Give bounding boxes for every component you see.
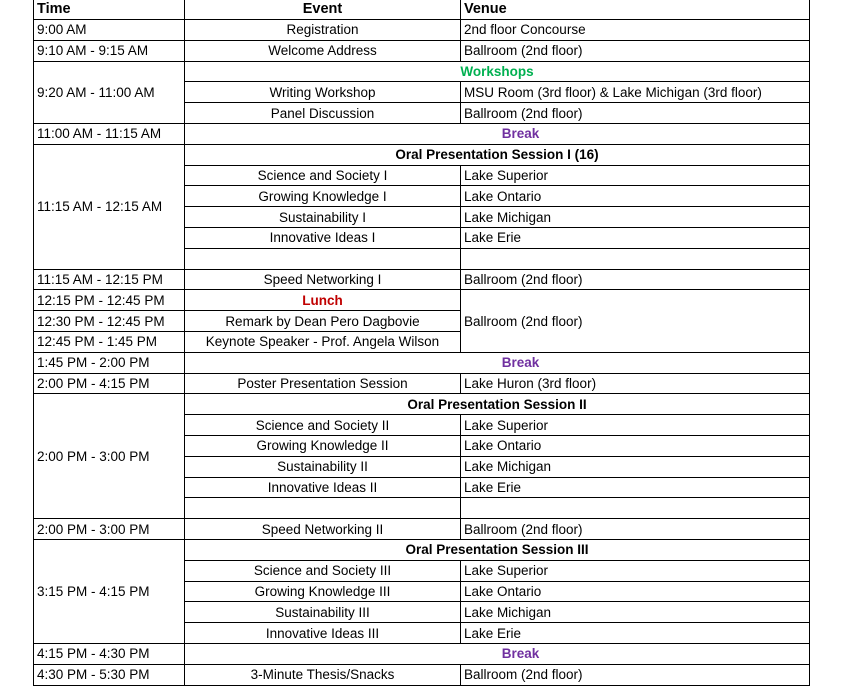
event-cell: Growing Knowledge I bbox=[185, 186, 461, 207]
event-cell: 3-Minute Thesis/Snacks bbox=[185, 664, 461, 685]
break-label: Break bbox=[501, 355, 540, 371]
time-cell: 3:15 PM - 4:15 PM bbox=[34, 539, 185, 643]
venue-cell: Lake Ontario bbox=[461, 435, 810, 456]
venue-cell: Ballroom (2nd floor) bbox=[461, 40, 810, 61]
event-cell: Panel Discussion bbox=[185, 103, 461, 124]
event-cell: Sustainability II bbox=[185, 456, 461, 477]
venue-cell: Lake Erie bbox=[461, 227, 810, 248]
venue-cell: Ballroom (2nd floor) bbox=[461, 290, 810, 352]
table-row bbox=[34, 519, 810, 540]
section-heading-oral-2: Oral Presentation Session II bbox=[185, 394, 810, 415]
event-cell: Science and Society III bbox=[185, 560, 461, 581]
table-row bbox=[34, 539, 810, 560]
table-row bbox=[34, 144, 810, 165]
event-cell: Poster Presentation Session bbox=[185, 373, 461, 394]
empty-cell bbox=[461, 498, 810, 519]
venue-cell: Ballroom (2nd floor) bbox=[461, 664, 810, 685]
header-row bbox=[34, 0, 810, 20]
venue-cell: Ballroom (2nd floor) bbox=[461, 519, 810, 540]
event-cell: Innovative Ideas III bbox=[185, 623, 461, 644]
lunch-label: Lunch bbox=[302, 292, 343, 308]
event-cell: Growing Knowledge III bbox=[185, 581, 461, 602]
event-cell: Innovative Ideas I bbox=[185, 227, 461, 248]
workshops-label: Workshops bbox=[460, 63, 534, 79]
event-cell: Remark by Dean Pero Dagbovie bbox=[185, 311, 461, 332]
venue-cell: Lake Michigan bbox=[461, 207, 810, 228]
table-row bbox=[34, 40, 810, 61]
event-cell bbox=[185, 290, 461, 311]
time-cell: 11:15 AM - 12:15 AM bbox=[34, 144, 185, 269]
table-row bbox=[34, 394, 810, 415]
table-row bbox=[34, 643, 810, 664]
header-time: Time bbox=[34, 0, 185, 20]
break-label: Break bbox=[501, 646, 540, 662]
time-cell: 2:00 PM - 3:00 PM bbox=[34, 394, 185, 519]
time-cell: 4:15 PM - 4:30 PM bbox=[34, 643, 185, 664]
break-cell bbox=[185, 123, 810, 144]
table-row bbox=[34, 20, 810, 41]
header-venue: Venue bbox=[461, 0, 810, 20]
time-cell: 12:45 PM - 1:45 PM bbox=[34, 331, 185, 352]
empty-cell bbox=[461, 248, 810, 269]
venue-cell: 2nd floor Concourse bbox=[461, 20, 810, 41]
event-cell: Speed Networking II bbox=[185, 519, 461, 540]
break-cell bbox=[185, 643, 810, 664]
venue-cell: Lake Superior bbox=[461, 165, 810, 186]
table-row bbox=[34, 664, 810, 685]
event-cell: Science and Society I bbox=[185, 165, 461, 186]
event-cell: Science and Society II bbox=[185, 415, 461, 436]
break-cell bbox=[185, 352, 810, 373]
table-row bbox=[34, 269, 810, 290]
venue-cell: Lake Ontario bbox=[461, 581, 810, 602]
venue-cell: Lake Erie bbox=[461, 477, 810, 498]
time-cell: 11:00 AM - 11:15 AM bbox=[34, 123, 185, 144]
venue-cell: Lake Huron (3rd floor) bbox=[461, 373, 810, 394]
event-cell: Innovative Ideas II bbox=[185, 477, 461, 498]
venue-cell: MSU Room (3rd floor) & Lake Michigan (3rd floor) bbox=[461, 82, 810, 103]
time-cell: 2:00 PM - 3:00 PM bbox=[34, 519, 185, 540]
time-cell: 1:45 PM - 2:00 PM bbox=[34, 352, 185, 373]
venue-cell: Lake Superior bbox=[461, 415, 810, 436]
venue-cell: Lake Michigan bbox=[461, 602, 810, 623]
venue-cell: Lake Erie bbox=[461, 623, 810, 644]
time-cell: 9:20 AM - 11:00 AM bbox=[34, 61, 185, 123]
venue-cell: Ballroom (2nd floor) bbox=[461, 103, 810, 124]
time-cell: 4:30 PM - 5:30 PM bbox=[34, 664, 185, 685]
event-cell: Keynote Speaker - Prof. Angela Wilson bbox=[185, 331, 461, 352]
event-cell: Speed Networking I bbox=[185, 269, 461, 290]
event-cell: Sustainability I bbox=[185, 207, 461, 228]
event-cell: Sustainability III bbox=[185, 602, 461, 623]
time-cell: 11:15 AM - 12:15 PM bbox=[34, 269, 185, 290]
time-cell: 2:00 PM - 4:15 PM bbox=[34, 373, 185, 394]
time-cell: 12:15 PM - 12:45 PM bbox=[34, 290, 185, 311]
event-cell: Welcome Address bbox=[185, 40, 461, 61]
section-heading-oral-1: Oral Presentation Session I (16) bbox=[185, 144, 810, 165]
time-cell: 9:00 AM bbox=[34, 20, 185, 41]
table-row bbox=[34, 373, 810, 394]
venue-cell: Ballroom (2nd floor) bbox=[461, 269, 810, 290]
section-heading-workshops bbox=[185, 61, 810, 82]
table-row bbox=[34, 290, 810, 311]
table-row bbox=[34, 123, 810, 144]
header-event: Event bbox=[185, 0, 461, 20]
event-cell: Writing Workshop bbox=[185, 82, 461, 103]
event-cell: Registration bbox=[185, 20, 461, 41]
break-label: Break bbox=[501, 126, 540, 142]
section-heading-oral-3: Oral Presentation Session III bbox=[185, 539, 810, 560]
time-cell: 9:10 AM - 9:15 AM bbox=[34, 40, 185, 61]
table-row bbox=[34, 352, 810, 373]
empty-cell bbox=[185, 248, 461, 269]
table-row bbox=[34, 61, 810, 82]
venue-cell: Lake Superior bbox=[461, 560, 810, 581]
event-cell: Growing Knowledge II bbox=[185, 435, 461, 456]
empty-cell bbox=[185, 498, 461, 519]
time-cell: 12:30 PM - 12:45 PM bbox=[34, 311, 185, 332]
venue-cell: Lake Ontario bbox=[461, 186, 810, 207]
schedule-table bbox=[33, 0, 810, 686]
venue-cell: Lake Michigan bbox=[461, 456, 810, 477]
